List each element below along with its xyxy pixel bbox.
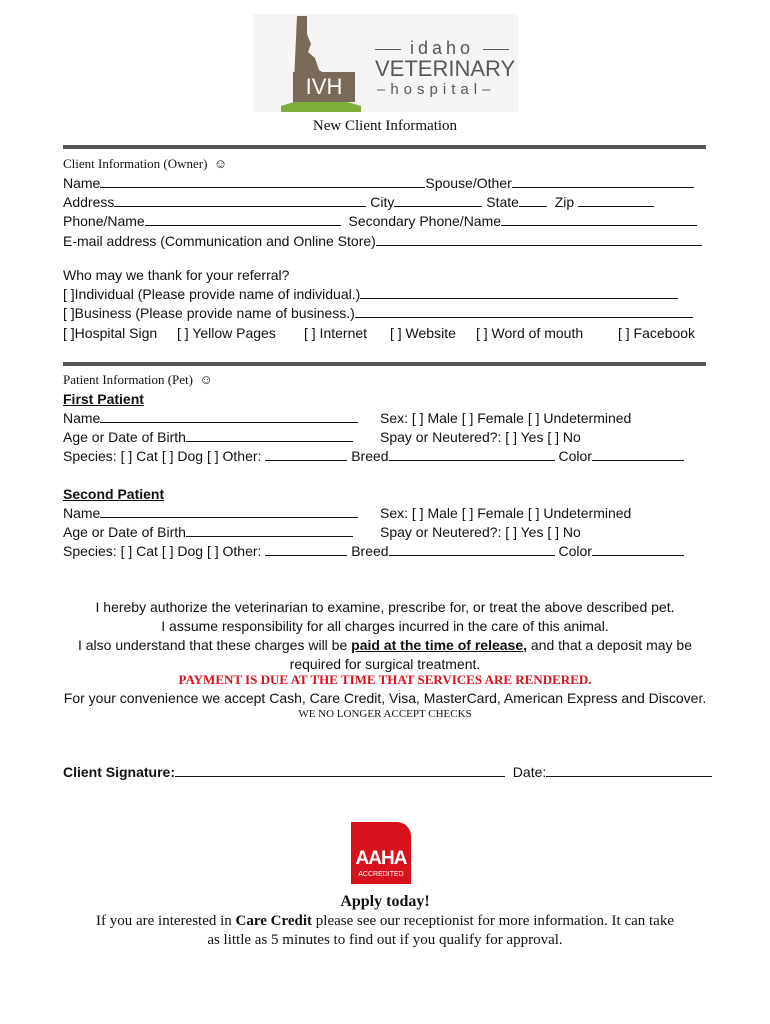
authorization-line-4: required for surgical treatment.: [289, 656, 481, 672]
first-patient-title: First Patient: [63, 391, 144, 407]
referral-business-field[interactable]: [355, 304, 693, 318]
hospital-logo: [253, 14, 518, 112]
owner-row-address: Address City State Zip: [63, 193, 654, 211]
referral-business: [63, 304, 693, 322]
referral-opt-hospital-sign[interactable]: [ ]Hospital Sign: [63, 325, 158, 341]
first-patient-name-row: Name: [63, 409, 358, 427]
logo-badge: IVH: [293, 72, 355, 102]
referral-opt-internet[interactable]: [ ] Internet: [304, 325, 368, 341]
referral-individual-checkbox[interactable]: [ ]Individual (Please provide name of individual.): [63, 286, 361, 302]
second-patient-age-row: Age or Date of Birth: [63, 523, 353, 541]
patient-section-header: Patient Information (Pet) ☺: [63, 372, 213, 387]
first-patient-species-options[interactable]: Species: [ ] Cat [ ] Dog [ ] Other:: [63, 448, 262, 464]
second-patient-breed-field[interactable]: [389, 542, 555, 556]
referral-individual: [63, 285, 678, 303]
aaha-accredited-logo: [351, 822, 411, 884]
referral-opt-word-of-mouth[interactable]: [ ] Word of mouth: [476, 325, 584, 341]
second-patient-spay[interactable]: Spay or Neutered?: [ ] Yes [ ] No: [380, 524, 581, 540]
first-patient-other-field[interactable]: [265, 447, 347, 461]
second-patient-sex[interactable]: Sex: [ ] Male [ ] Female [ ] Undetermined: [380, 505, 632, 521]
owner-row-email: E-mail address (Communication and Online Store): [63, 232, 702, 250]
referral-opt-website[interactable]: [ ] Website: [390, 325, 456, 341]
client-signature-field[interactable]: [175, 763, 505, 777]
referral-individual-field[interactable]: [360, 285, 678, 299]
aaha-sub: ACCREDITED: [358, 871, 404, 878]
first-patient-age-field[interactable]: [186, 428, 353, 442]
first-patient-sex[interactable]: Sex: [ ] Male [ ] Female [ ] Undetermined: [380, 410, 632, 426]
owner-name-field[interactable]: [100, 174, 425, 188]
no-checks-notice: WE NO LONGER ACCEPT CHECKS: [298, 708, 472, 720]
owner-row-name: Name Spouse/Other: [63, 174, 694, 192]
referral-question: Who may we thank for your referral?: [63, 267, 290, 283]
authorization-line-1: I hereby authorize the veterinarian to examine, prescribe for, or treat the above described pet.: [95, 599, 675, 615]
second-patient-color-field[interactable]: [592, 542, 684, 556]
section-divider: [63, 362, 706, 366]
logo-line-veterinary: VETERINARY: [375, 56, 516, 81]
referral-opt-facebook[interactable]: [ ] Facebook: [618, 325, 696, 341]
address-field[interactable]: [114, 193, 366, 207]
apply-today: Apply today!: [340, 893, 430, 910]
referral-business-checkbox[interactable]: [ ]Business (Please provide name of business.): [63, 305, 355, 321]
form-title: New Client Information: [312, 118, 458, 134]
phone-field[interactable]: [145, 212, 341, 226]
email-field[interactable]: [376, 232, 702, 246]
second-patient-name-row: Name: [63, 504, 358, 522]
referral-opt-yellow-pages[interactable]: [ ] Yellow Pages: [177, 325, 276, 341]
first-patient-age-row: Age or Date of Birth: [63, 428, 353, 446]
smiley-icon: ☺: [213, 156, 228, 171]
second-patient-title: Second Patient: [63, 486, 165, 502]
zip-field[interactable]: [578, 193, 654, 207]
authorization-line-3: I also understand that these charges will be paid at the time of release, and that a deposit may be: [77, 637, 692, 653]
accepted-payments: For your convenience we accept Cash, Care Credit, Visa, MasterCard, American Express and Discover.: [63, 690, 707, 706]
signature-date-field[interactable]: [546, 763, 712, 777]
city-field[interactable]: [394, 193, 482, 207]
first-patient-species-row: Species: [ ] Cat [ ] Dog [ ] Other: Breed Color: [63, 447, 684, 465]
section-divider: [63, 145, 706, 149]
authorization-line-2: I assume responsibility for all charges incurred in the care of this animal.: [161, 618, 609, 634]
second-patient-species-options[interactable]: Species: [ ] Cat [ ] Dog [ ] Other:: [63, 543, 262, 559]
state-field[interactable]: [519, 193, 547, 207]
second-patient-other-field[interactable]: [265, 542, 347, 556]
first-patient-name-field[interactable]: [100, 409, 358, 423]
first-patient-spay[interactable]: Spay or Neutered?: [ ] Yes [ ] No: [380, 429, 581, 445]
spouse-name-field[interactable]: [512, 174, 694, 188]
smiley-icon: ☺: [199, 372, 213, 387]
logo-line-hospital: –hospital–: [377, 81, 496, 98]
owner-row-phone: Phone/Name Secondary Phone/Name: [63, 212, 697, 230]
second-patient-species-row: Species: [ ] Cat [ ] Dog [ ] Other: Breed Color: [63, 542, 684, 560]
logo-line-idaho: idaho: [375, 38, 509, 59]
second-patient-age-field[interactable]: [186, 523, 353, 537]
first-patient-breed-field[interactable]: [389, 447, 555, 461]
care-credit-line-1: If you are interested in Care Credit please see our receptionist for more information. It can take: [96, 913, 674, 929]
secondary-phone-field[interactable]: [501, 212, 697, 226]
signature-row: Client Signature: Date:: [63, 763, 712, 781]
owner-section-header: Client Information (Owner) ☺: [63, 156, 228, 171]
aaha-name: AAHA: [355, 848, 407, 869]
payment-due-notice: PAYMENT IS DUE AT THE TIME THAT SERVICES ARE RENDERED.: [178, 672, 592, 687]
first-patient-color-field[interactable]: [592, 447, 684, 461]
second-patient-name-field[interactable]: [100, 504, 358, 518]
care-credit-line-2: as little as 5 minutes to find out if you qualify for approval.: [207, 932, 563, 948]
